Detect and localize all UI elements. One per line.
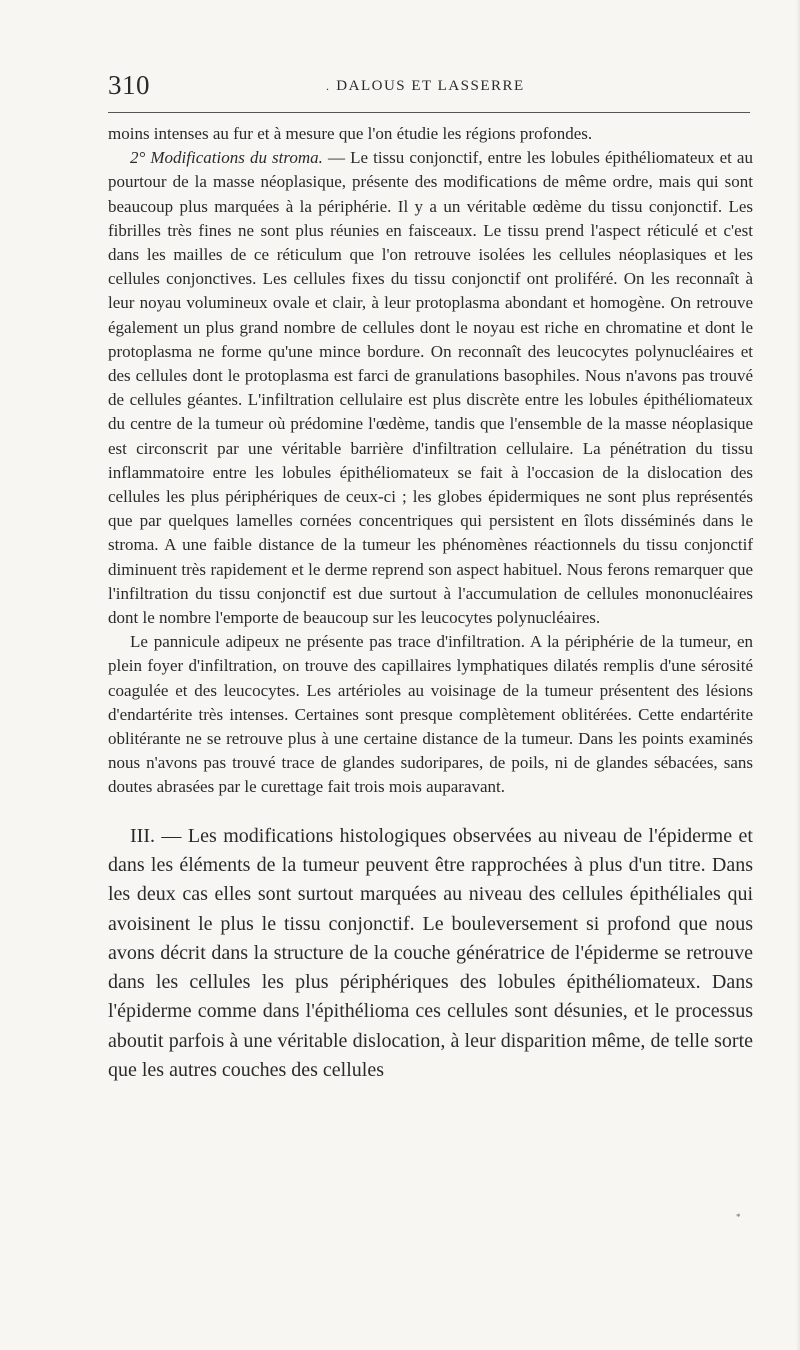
section-heading-stroma: 2° Modifications du stroma.: [130, 148, 323, 168]
page-edge-shadow: [796, 0, 800, 1350]
page-header: [108, 68, 753, 102]
header-dot: .: [326, 79, 329, 93]
paragraph-pannicule: Le pannicule adipeux ne présente pas trace d'infiltration. A la périphérie de la tumeur, en plein foyer d'infiltration, on trouve des capillaires lymphatiques dilatés remplis d'une sérosité coagulée et des leucocytes. Les artérioles au voisinage de la tumeur présentent des lésions d'endartérite très intenses. Certaines sont presque complètement oblitérées. Cette endartérite oblitérante ne se retrouve plus à une certaine distance de la tumeur. Dans les points examinés nous n'avons pas trouvé trace de glandes sudoripares, de poils, ni de glandes sébacées, sans doutes abrasées par le curettage fait trois mois auparavant.: [108, 632, 753, 797]
large-text-block: [108, 822, 753, 1086]
page-body: [108, 122, 753, 1085]
paragraph-continuation: moins intenses au fur et à mesure que l'on étudie les régions profondes.: [108, 124, 593, 143]
header-rule: [108, 112, 750, 113]
corner-mark: *: [736, 1212, 741, 1222]
paragraph-section-iii: III. — Les modifications histologiques observées au niveau de l'épiderme et dans les éléments de la tumeur peuvent être rapprochées à plus d'un titre. Dans les deux cas elles sont surtout marquées au niveau des cellules épithéliales qui avoisinent le plus le tissu conjonctif. Le bouleversement si profond que nous avons décrit dans la structure de la couche génératrice de l'épiderme se retrouve dans les cellules les plus périphériques des lobules épithéliomateux. Dans l'épiderme comme dans l'épithélioma ces cellules sont désunies, et le processus aboutit parfois à une véritable dislocation, à leur disparition même, de telle sorte que les autres couches des cellules: [108, 824, 753, 1082]
page-number: 310: [108, 70, 150, 100]
small-text-block: [108, 122, 753, 800]
paragraph-stroma: [108, 146, 753, 630]
running-head: DALOUS ET LASSERRE: [336, 78, 525, 94]
paragraph-stroma-text: — Le tissu conjonctif, entre les lobules épithéliomateux et au pourtour de la masse néoplasique, présente des modifications de même ordre, mais qui sont beaucoup plus marquées à la périphérie. Il y a un véritable œdème du tissu conjonctif. Les fibrilles très fines ne sont plus réunies en faisceaux. Le tissu prend l'aspect réticulé et c'est dans les mailles de ce réticulum que l'on retrouve isolées les cellules néoplasiques et les cellules conjonctives. Les cellules fixes du tissu conjonctif ont proliféré. On les reconnaît à leur noyau volumineux ovale et clair, à leur protoplasma abondant et homogène. On retrouve également un plus grand nombre de cellules dont le noyau est riche en chromatine et dont le protoplasma ne forme qu'une mince bordure. On reconnaît des leucocytes polynucléaires et des cellules dont le protoplasma est farci de granulations basophiles. Nous n'avons pas trouvé de cellules géantes. L'infiltration cellulaire est plus discrète entre les lobules épithéliomateux du centre de la tumeur où prédomine l'œdème, tandis que l'ensemble de la masse néoplasique est circonscrit par une véritable barrière d'infiltration cellulaire. La pénétration du tissu inflammatoire entre les lobules épithéliomateux se fait à l'occasion de la dislocation des cellules les plus périphériques de ceux-ci ; les globes épidermiques ne sont plus représentés que par quelques lamelles cornées concentriques qui persistent en îlots disséminés dans le stroma. A une faible distance de la tumeur les phénomènes réactionnels du tissu conjonctif diminuent très rapidement et le derme reprend son aspect habituel. Nous ferons remarquer que l'infiltration du tissu conjonctif est due surtout à l'accumulation de cellules mononucléaires dont le nombre l'emporte de beaucoup sur les leucocytes polynucléaires.: [108, 148, 753, 628]
